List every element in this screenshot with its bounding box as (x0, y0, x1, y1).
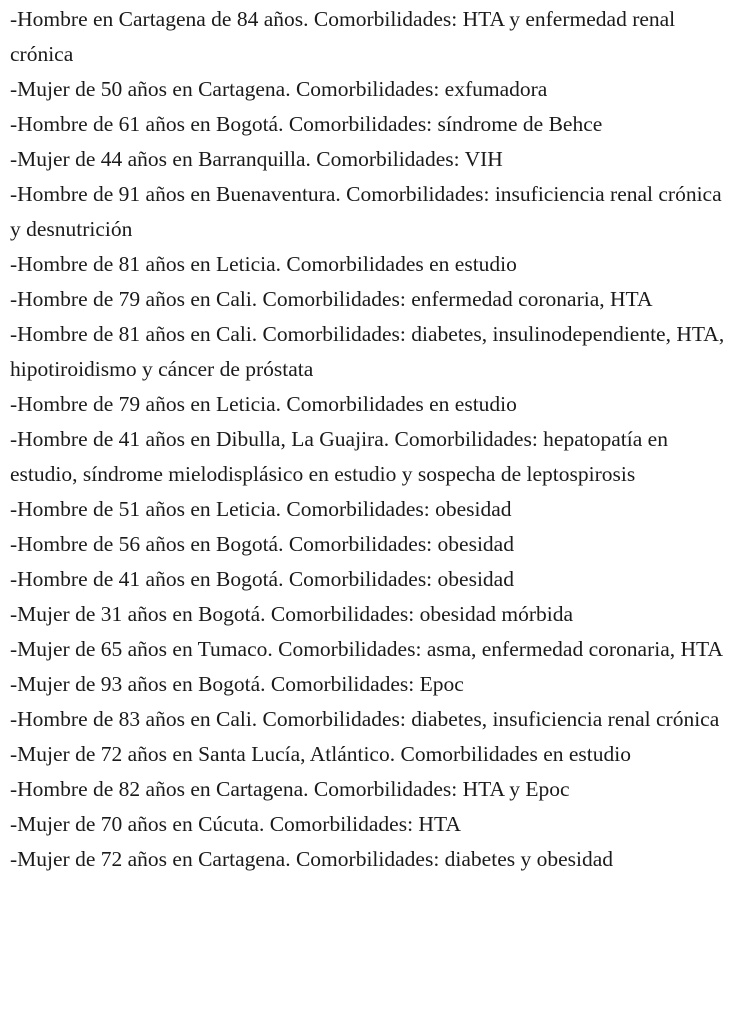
case-item: -Hombre de 79 años en Leticia. Comorbilidades en estudio (10, 392, 517, 416)
case-item: -Mujer de 72 años en Cartagena. Comorbilidades: diabetes y obesidad (10, 847, 614, 871)
case-item: -Mujer de 93 años en Bogotá. Comorbilidades: Epoc (10, 672, 464, 696)
case-item: -Hombre de 83 años en Cali. Comorbilidades: diabetes, insuficiencia renal crónica (10, 707, 720, 731)
case-item: -Hombre de 41 años en Dibulla, La Guajira. Comorbilidades: hepatopatía en estudio, síndrome mielodisplásico en estudio y sospecha de leptospirosis (10, 427, 668, 486)
case-item: -Mujer de 31 años en Bogotá. Comorbilidades: obesidad mórbida (10, 602, 574, 626)
case-list (10, 2, 725, 877)
case-item: -Mujer de 65 años en Tumaco. Comorbilidades: asma, enfermedad coronaria, HTA (10, 637, 723, 661)
case-item: -Hombre de 81 años en Cali. Comorbilidades: diabetes, insulinodependiente, HTA, hipotiroidismo y cáncer de próstata (10, 322, 725, 381)
case-item: -Mujer de 72 años en Santa Lucía, Atlántico. Comorbilidades en estudio (10, 742, 631, 766)
case-item: -Hombre en Cartagena de 84 años. Comorbilidades: HTA y enfermedad renal crónica (10, 7, 676, 66)
case-item: -Mujer de 44 años en Barranquilla. Comorbilidades: VIH (10, 147, 503, 171)
case-item: -Hombre de 81 años en Leticia. Comorbilidades en estudio (10, 252, 517, 276)
case-item: -Mujer de 70 años en Cúcuta. Comorbilidades: HTA (10, 812, 461, 836)
case-item: -Mujer de 50 años en Cartagena. Comorbilidades: exfumadora (10, 77, 548, 101)
case-item: -Hombre de 41 años en Bogotá. Comorbilidades: obesidad (10, 567, 514, 591)
case-item: -Hombre de 82 años en Cartagena. Comorbilidades: HTA y Epoc (10, 777, 570, 801)
case-item: -Hombre de 51 años en Leticia. Comorbilidades: obesidad (10, 497, 512, 521)
case-item: -Hombre de 79 años en Cali. Comorbilidades: enfermedad coronaria, HTA (10, 287, 653, 311)
case-item: -Hombre de 61 años en Bogotá. Comorbilidades: síndrome de Behce (10, 112, 603, 136)
case-item: -Hombre de 56 años en Bogotá. Comorbilidades: obesidad (10, 532, 514, 556)
case-item: -Hombre de 91 años en Buenaventura. Comorbilidades: insuficiencia renal crónica y desnutrición (10, 182, 722, 241)
